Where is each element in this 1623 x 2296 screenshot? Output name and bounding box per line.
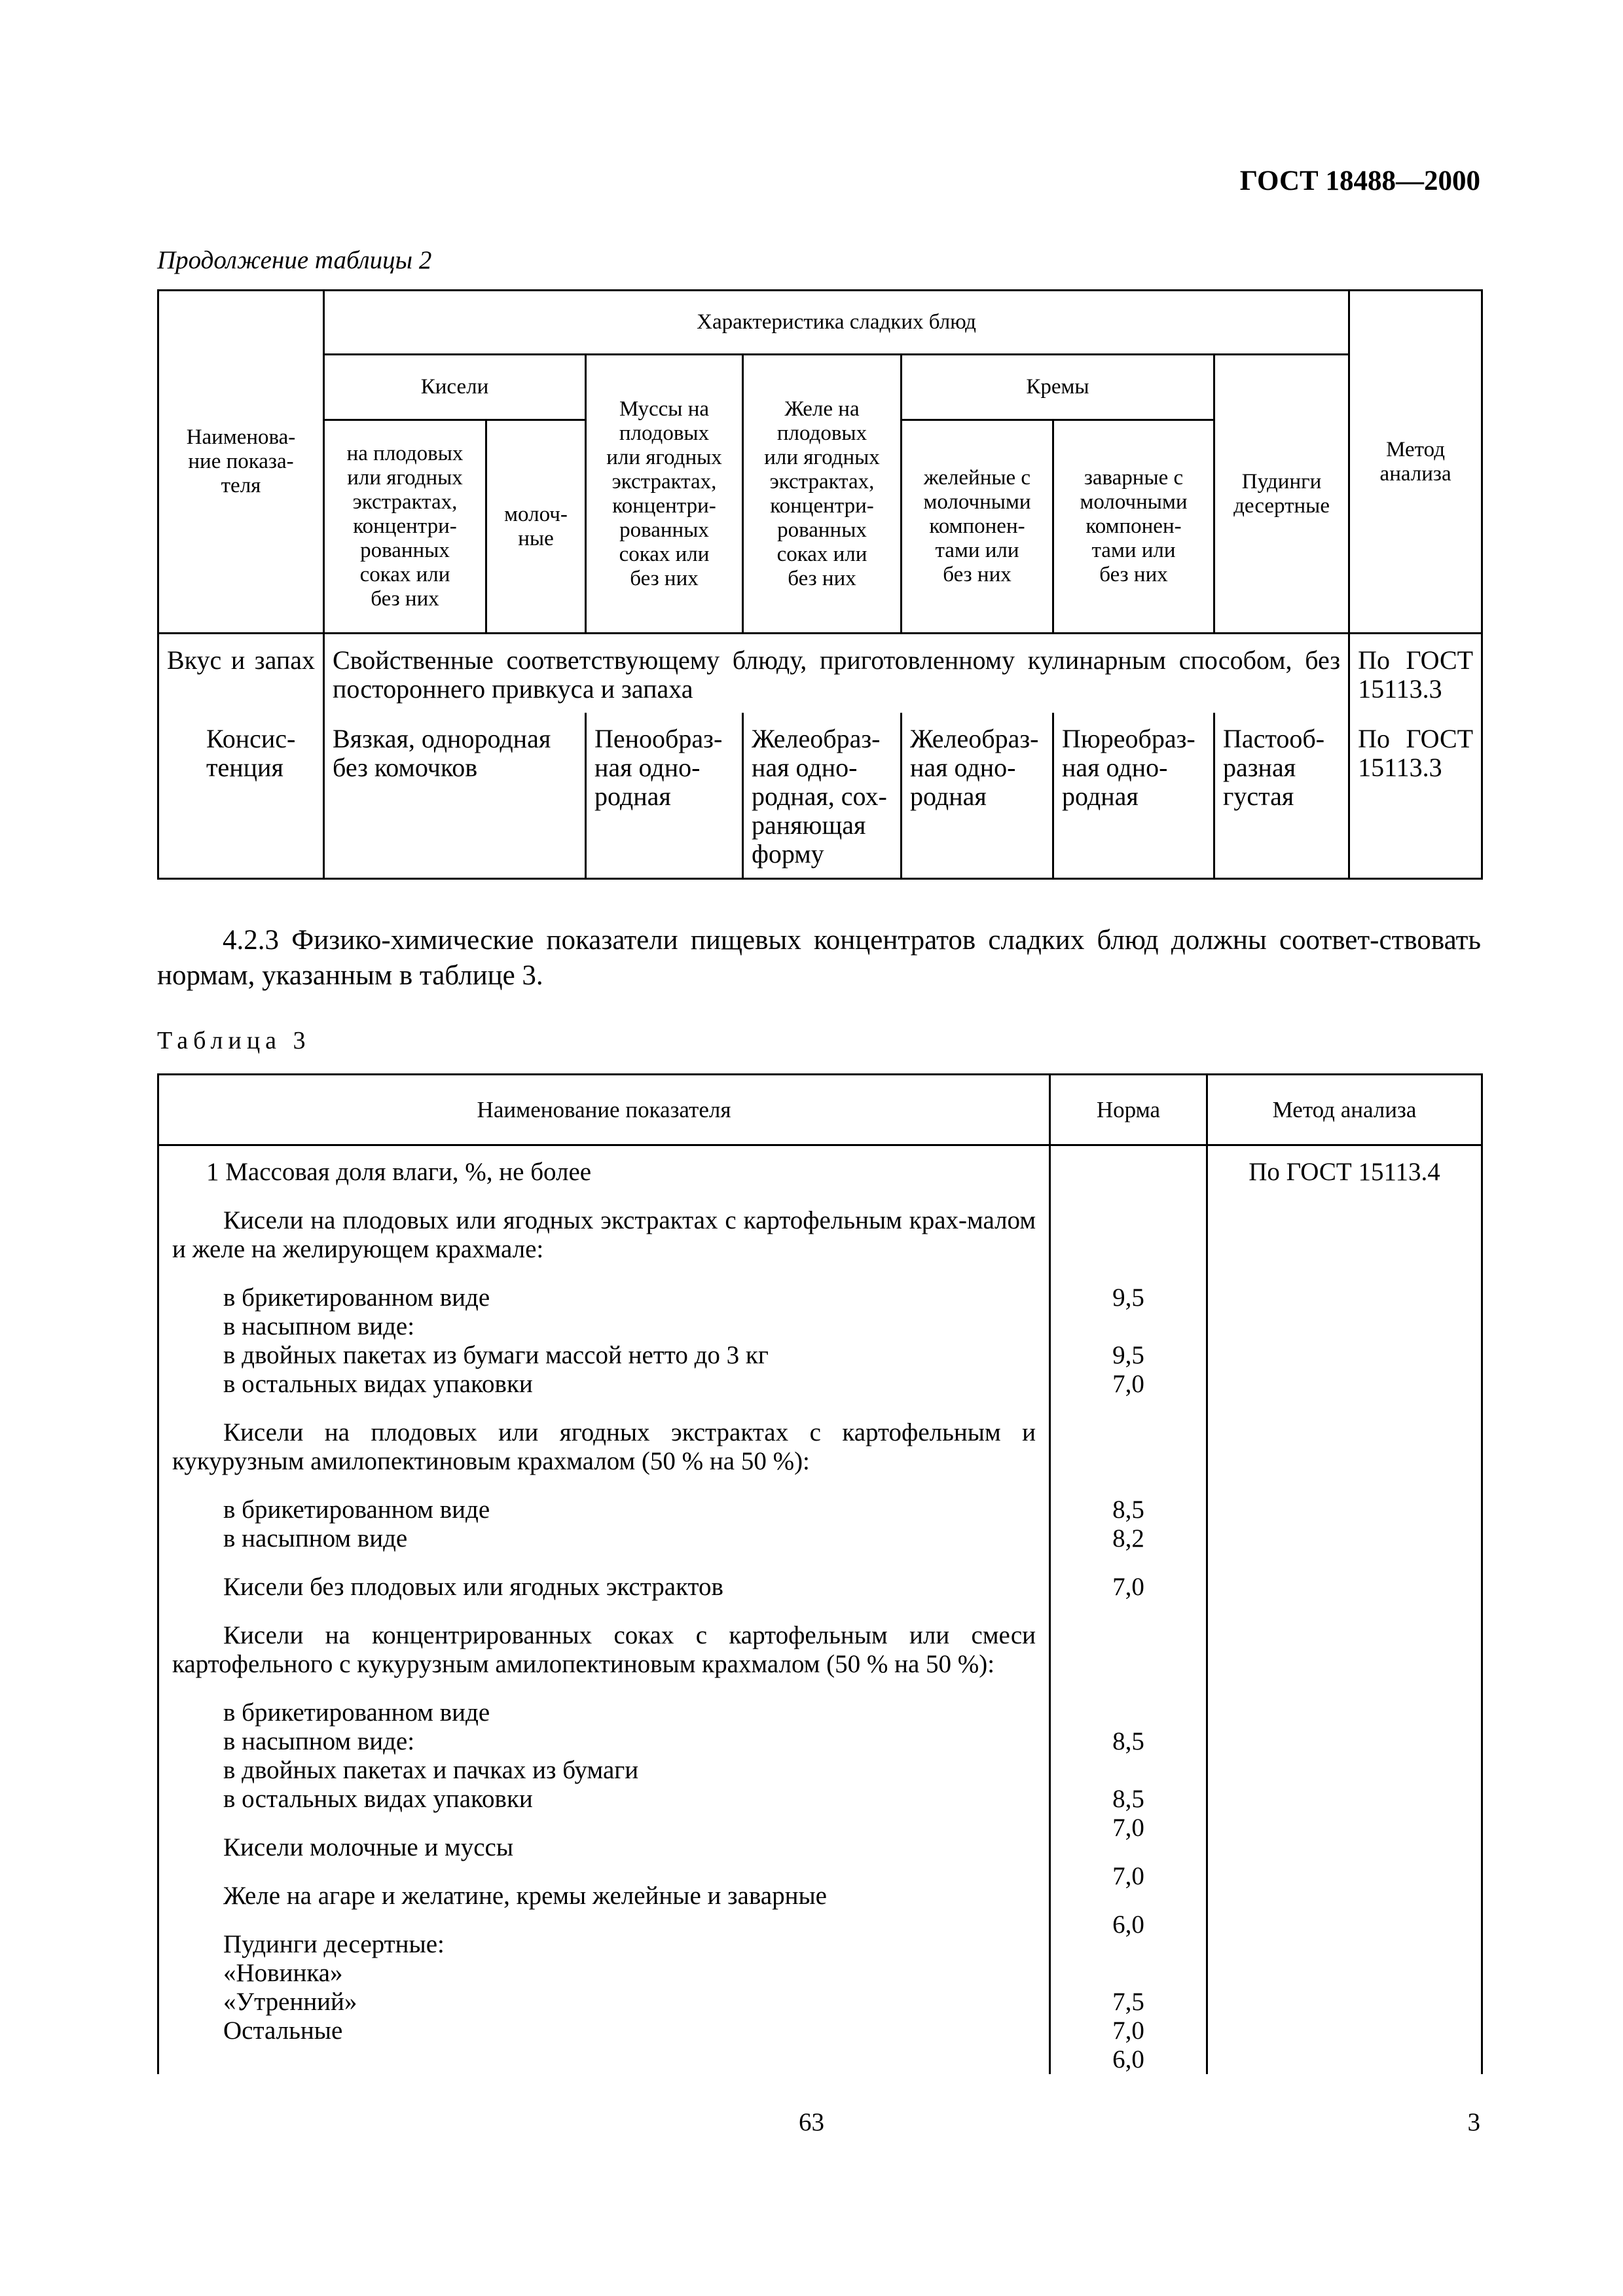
header-indicator: Наименова- ние показа- теля (158, 291, 324, 634)
header-group-title: Характеристика сладких блюд (324, 291, 1349, 355)
header-jelly: Желе на плодовых или ягодных экстрактах, концентри- рованных соках или без них (743, 355, 902, 634)
group-1-row-1: в брикетированном виде (223, 1283, 490, 1312)
page-number-center: 63 (799, 2108, 824, 2136)
group-5-value: 7,0 (1112, 1862, 1144, 1890)
group-1-row-2: в насыпном виде: (223, 1312, 415, 1340)
table-3 (157, 1073, 1483, 2074)
group-7-row-3: Остальные (223, 2017, 343, 2045)
row-consistency-kiseli: Вязкая, однородная без комочков (324, 713, 586, 879)
group-6-title: Желе на агаре и желатине, кремы желейные и заварные (223, 1882, 827, 1910)
group-4-row-4: в остальных видах упаковки (223, 1785, 533, 1813)
group-4-row-3-value: 8,5 (1112, 1785, 1144, 1813)
group-1-row-1-value: 9,5 (1112, 1283, 1144, 1312)
group-4-row-1-value: 8,5 (1112, 1727, 1144, 1755)
header-mousse: Муссы на плодовых или ягодных экстрактах, концентри- рованных соках или без них (586, 355, 743, 634)
row-consistency-method: По ГОСТ 15113.3 (1349, 713, 1482, 879)
header-norm: Норма (1050, 1075, 1207, 1145)
group-1-row-3-value: 9,5 (1112, 1341, 1144, 1369)
group-2-row-2: в насыпном виде (223, 1524, 408, 1552)
moisture-method: По ГОСТ 15113.4 (1249, 1158, 1440, 1186)
row-taste-value: Свойственные соответствующему блюду, приготовленному кулинарным способом, без постороннего привкуса и запаха (324, 634, 1349, 713)
row-consistency-pudding: Пастооб- разная густая (1214, 713, 1349, 879)
header-cream-custard: заварные с молочными компонен- тами или без них (1053, 420, 1214, 634)
group-5-title: Кисели молочные и муссы (223, 1833, 514, 1861)
group-1-row-4-value: 7,0 (1112, 1370, 1144, 1398)
standard-number: ГОСТ 18488—2000 (1239, 166, 1480, 196)
group-1-row-3: в двойных пакетах из бумаги массой нетто до 3 кг (223, 1341, 769, 1369)
group-7-row-1: «Новинка» (223, 1959, 343, 1987)
group-1-title: Кисели на плодовых или ягодных экстрактах с картофельным крах-малом и желе на желирующем крахмале: (172, 1206, 1036, 1263)
header-cream-jelly: желейные с молочными компонен- тами или без них (902, 420, 1053, 634)
header-creams: Кремы (902, 355, 1214, 420)
row-consistency-cream-custard: Пюреобраз- ная одно- родная (1053, 713, 1214, 879)
row-consistency-mousse: Пенообраз- ная одно- родная (586, 713, 743, 879)
group-4-title: Кисели на концентрированных соках с картофельным или смеси картофельного с кукурузным амилопектиновым крахмалом (50 % на 50 %): (172, 1621, 1036, 1678)
paragraph-4-2-3: 4.2.3 Физико-химические показатели пищевых концентратов сладких блюд должны соответ-ствовать нормам, указанным в таблице 3. (157, 925, 1481, 991)
row-moisture-title: 1 Массовая доля влаги, %, не более (206, 1158, 592, 1186)
group-3-value: 7,0 (1112, 1573, 1144, 1601)
row-consistency-jelly: Желеобраз- ная одно- родная, сох- раняющая форму (743, 713, 902, 879)
header-kiseli-milk: молоч- ные (486, 420, 586, 634)
group-1-row-4: в остальных видах упаковки (223, 1370, 533, 1398)
group-3-title: Кисели без плодовых или ягодных экстрактов (223, 1573, 723, 1601)
group-4-row-4-value: 7,0 (1112, 1814, 1144, 1842)
group-4-row-2: в насыпном виде: (223, 1727, 415, 1755)
group-2-row-1: в брикетированном виде (223, 1496, 490, 1524)
group-2-row-1-value: 8,5 (1112, 1496, 1144, 1524)
table-2 (157, 289, 1483, 880)
group-7-title: Пудинги десертные: (223, 1930, 445, 1958)
row-taste-method: По ГОСТ 15113.3 (1349, 634, 1482, 713)
group-2-row-2-value: 8,2 (1112, 1524, 1144, 1552)
header-name: Наименование показателя (158, 1075, 1050, 1145)
header-method: Метод анализа (1349, 291, 1482, 634)
group-7-row-2-value: 7,0 (1112, 2017, 1144, 2045)
header-kiseli: Кисели (324, 355, 586, 420)
group-6-value: 6,0 (1112, 1910, 1144, 1939)
group-7-row-3-value: 6,0 (1112, 2045, 1144, 2073)
row-consistency-name: Консис- тенция (158, 713, 324, 879)
group-7-row-1-value: 7,5 (1112, 1988, 1144, 2016)
group-4-row-1: в брикетированном виде (223, 1698, 490, 1727)
header-method: Метод анализа (1207, 1075, 1482, 1145)
table-3-caption: Таблица 3 (157, 1027, 311, 1054)
group-4-row-3: в двойных пакетах и пачках из бумаги (223, 1756, 639, 1784)
table-continuation-caption: Продолжение таблицы 2 (157, 246, 432, 274)
row-taste-name: Вкус и запах (158, 634, 324, 713)
group-7-row-2: «Утренний» (223, 1988, 357, 2016)
header-puddings: Пудинги десертные (1214, 355, 1349, 634)
row-consistency-cream-jelly: Желеобраз- ная одно- родная (902, 713, 1053, 879)
group-2-title: Кисели на плодовых или ягодных экстрактах с картофельным и кукурузным амилопектиновым крахмалом (50 % на 50 %): (172, 1418, 1036, 1475)
header-kiseli-fruit: на плодовых или ягодных экстрактах, концентри- рованных соках или без них (324, 420, 486, 634)
page-number-right: 3 (1467, 2108, 1480, 2136)
